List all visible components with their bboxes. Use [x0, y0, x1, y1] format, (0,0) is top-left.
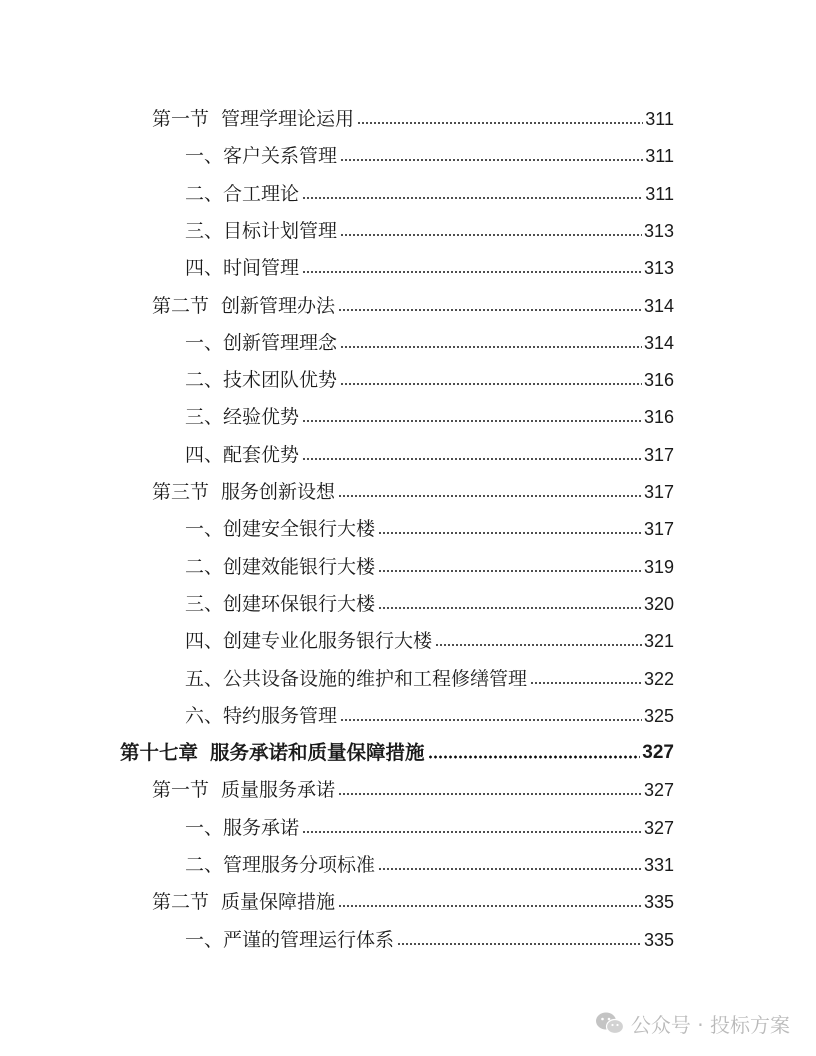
toc-entry-prefix: 三、 — [185, 219, 224, 242]
toc-entry-text: 创建安全银行大楼 — [223, 518, 376, 541]
toc-entry-prefix: 一、 — [185, 518, 224, 541]
toc-dot-leader — [378, 568, 642, 574]
toc-dot-leader — [338, 307, 642, 313]
toc-page-number: 319 — [643, 556, 674, 577]
watermark-label: 公众号 · 投标方案 — [630, 1013, 790, 1037]
toc-page-number: 317 — [643, 444, 674, 465]
toc-entry-prefix: 一、 — [185, 928, 224, 951]
toc-entry-prefix: 三、 — [185, 406, 224, 429]
toc-entry-prefix: 二、 — [185, 854, 224, 876]
toc-entry-text: 严谨的管理运行体系 — [223, 928, 395, 951]
toc-subsection-entry[interactable] — [185, 361, 674, 391]
toc-entry-title — [152, 108, 354, 130]
toc-dot-leader — [302, 418, 642, 424]
toc-entry-prefix: 六、 — [185, 704, 224, 727]
toc-section-entry[interactable] — [152, 473, 674, 503]
toc-entry-text: 经验优势 — [223, 406, 300, 429]
toc-entry-prefix: 第一节 — [152, 108, 210, 130]
toc-page-number: 317 — [643, 482, 674, 502]
toc-subsection-entry[interactable] — [185, 324, 674, 354]
toc-entry-prefix: 二、 — [185, 369, 224, 392]
toc-subsection-entry[interactable] — [185, 809, 674, 839]
toc-dot-leader — [530, 680, 642, 686]
toc-dot-leader — [378, 530, 642, 536]
toc-page-number: 311 — [645, 146, 674, 167]
toc-subsection-entry[interactable] — [185, 436, 674, 466]
toc-entry-prefix: 一、 — [185, 331, 224, 354]
toc-entry-title — [185, 257, 299, 279]
toc-entry-prefix: 第二节 — [152, 294, 210, 317]
toc-entry-title — [152, 481, 335, 503]
toc-entry-text: 管理服务分项标准 — [223, 854, 376, 876]
toc-subsection-entry[interactable] — [185, 510, 674, 540]
toc-entry-text: 创建环保银行大楼 — [223, 592, 376, 615]
toc-entry-prefix: 二、 — [185, 182, 224, 205]
toc-subsection-entry[interactable] — [185, 660, 674, 690]
toc-entry-text: 目标计划管理 — [223, 219, 338, 242]
toc-page-number: 311 — [645, 109, 674, 129]
toc-entry-text: 特约服务管理 — [223, 704, 338, 727]
toc-entry-title — [185, 220, 337, 242]
toc-entry-prefix: 四、 — [185, 257, 224, 280]
toc-entry-text: 管理学理论运用 — [221, 108, 355, 130]
toc-page-number: 316 — [643, 370, 674, 391]
toc-entry-title — [185, 817, 299, 839]
toc-entry-title — [185, 854, 375, 876]
toc-entry-text: 质量保障措施 — [221, 891, 336, 914]
toc-dot-leader — [340, 717, 642, 723]
toc-page-number: 316 — [643, 407, 674, 428]
toc-entry-title — [185, 668, 527, 690]
toc-page-number: 327 — [643, 817, 674, 838]
toc-entry-prefix: 四、 — [185, 443, 224, 466]
toc-entry-text: 技术团队优势 — [223, 369, 338, 392]
toc-entry-title — [185, 145, 337, 167]
watermark — [595, 1009, 790, 1038]
toc-entry-text: 客户关系管理 — [223, 145, 338, 168]
toc-entry-text: 服务承诺和质量保障措施 — [210, 741, 425, 765]
toc-section-entry[interactable] — [152, 287, 674, 317]
toc-dot-leader — [340, 344, 642, 350]
toc-subsection-entry[interactable] — [185, 921, 674, 951]
toc-page-number: 327 — [643, 780, 674, 801]
toc-entry-title — [185, 630, 432, 652]
toc-page-number: 320 — [643, 593, 674, 614]
toc-page-number: 325 — [643, 705, 674, 726]
toc-entry-text: 质量服务承诺 — [221, 779, 336, 802]
toc-subsection-entry[interactable] — [185, 697, 674, 727]
toc-subsection-entry[interactable] — [185, 622, 674, 652]
toc-dot-leader — [338, 493, 642, 499]
toc-entry-text: 合工理论 — [223, 182, 300, 205]
toc-dot-leader — [435, 642, 642, 648]
toc-subsection-entry[interactable] — [185, 548, 674, 578]
toc-dot-leader — [397, 941, 642, 947]
toc-entry-title — [185, 593, 375, 615]
toc-entry-text: 创新管理办法 — [221, 294, 336, 317]
toc-entry-prefix: 一、 — [185, 145, 224, 168]
toc-dot-leader — [378, 866, 642, 872]
toc-dot-leader — [302, 829, 642, 835]
toc-dot-leader — [302, 195, 643, 201]
toc-entry-prefix: 第二节 — [152, 891, 210, 914]
toc-entry-text: 配套优势 — [223, 443, 300, 466]
toc-entry-title — [185, 705, 337, 727]
toc-entry-title — [152, 891, 335, 913]
toc-entry-text: 服务承诺 — [223, 816, 300, 839]
toc-dot-leader — [302, 456, 642, 462]
toc-entry-title — [185, 929, 394, 951]
toc-entry-text: 服务创新设想 — [221, 481, 336, 503]
toc-entry-prefix: 五、 — [185, 667, 224, 690]
toc-entry-title — [185, 518, 375, 540]
toc-page-number: 314 — [643, 332, 674, 353]
toc-entry-prefix: 二、 — [185, 555, 224, 578]
toc-page-number: 314 — [643, 295, 674, 316]
toc-entry-text: 创建效能银行大楼 — [223, 555, 376, 578]
toc-entry-prefix: 第一节 — [152, 779, 210, 802]
toc-subsection-entry[interactable] — [185, 585, 674, 615]
wechat-logo-icon — [595, 1011, 625, 1037]
toc-entry-text: 创新管理理念 — [223, 331, 338, 354]
toc-dot-leader — [302, 269, 642, 275]
toc-page-number: 317 — [643, 519, 674, 540]
toc-section-entry[interactable] — [152, 771, 674, 801]
toc-page-number: 331 — [643, 855, 674, 875]
toc-entry-title — [185, 332, 337, 354]
toc-dot-leader — [340, 157, 643, 163]
toc-entry-prefix: 三、 — [185, 592, 224, 615]
toc-subsection-entry[interactable] — [185, 846, 674, 876]
toc-entry-title — [185, 406, 299, 428]
toc-chapter-entry[interactable] — [120, 734, 674, 764]
toc-entry-title — [152, 779, 335, 801]
toc-dot-leader — [338, 791, 642, 797]
toc-subsection-entry[interactable] — [185, 175, 674, 205]
toc-entry-text: 公共设备设施的维护和工程修缮管理 — [223, 667, 528, 690]
toc-dot-leader — [428, 754, 641, 760]
toc-dot-leader — [340, 232, 642, 238]
toc-dot-leader — [357, 120, 643, 126]
toc-page-number: 313 — [643, 258, 674, 279]
toc-entry-title — [185, 183, 299, 205]
toc-entry-text: 创建专业化服务银行大楼 — [223, 630, 433, 653]
toc-dot-leader — [338, 903, 642, 909]
toc-subsection-entry[interactable] — [185, 249, 674, 279]
toc-entry-prefix: 第三节 — [152, 481, 210, 503]
toc-section-entry[interactable] — [152, 883, 674, 913]
toc-subsection-entry[interactable] — [185, 212, 674, 242]
toc-entry-text: 时间管理 — [223, 257, 300, 280]
toc-entry-title — [120, 742, 425, 764]
toc-entry-title — [185, 369, 337, 391]
toc-entry-prefix: 四、 — [185, 630, 224, 653]
toc-page-number: 313 — [643, 220, 674, 241]
toc-entry-title — [185, 556, 375, 578]
toc-page-number: 321 — [643, 631, 674, 652]
toc-page-number: 335 — [643, 929, 674, 950]
toc-dot-leader — [378, 605, 642, 611]
toc-entry-title — [152, 295, 335, 317]
toc-dot-leader — [340, 381, 642, 387]
toc-subsection-entry[interactable] — [185, 137, 674, 167]
toc-subsection-entry[interactable] — [185, 398, 674, 428]
toc-page-number: 322 — [643, 668, 674, 689]
toc-entry-prefix: 第十七章 — [120, 741, 199, 765]
toc-page-number: 311 — [645, 183, 674, 204]
toc-entry-prefix: 一、 — [185, 816, 224, 839]
toc-page-number: 335 — [643, 892, 674, 913]
toc-page-number: 327 — [642, 742, 674, 764]
toc-section-entry[interactable] — [152, 100, 674, 130]
toc-entry-title — [185, 444, 299, 466]
